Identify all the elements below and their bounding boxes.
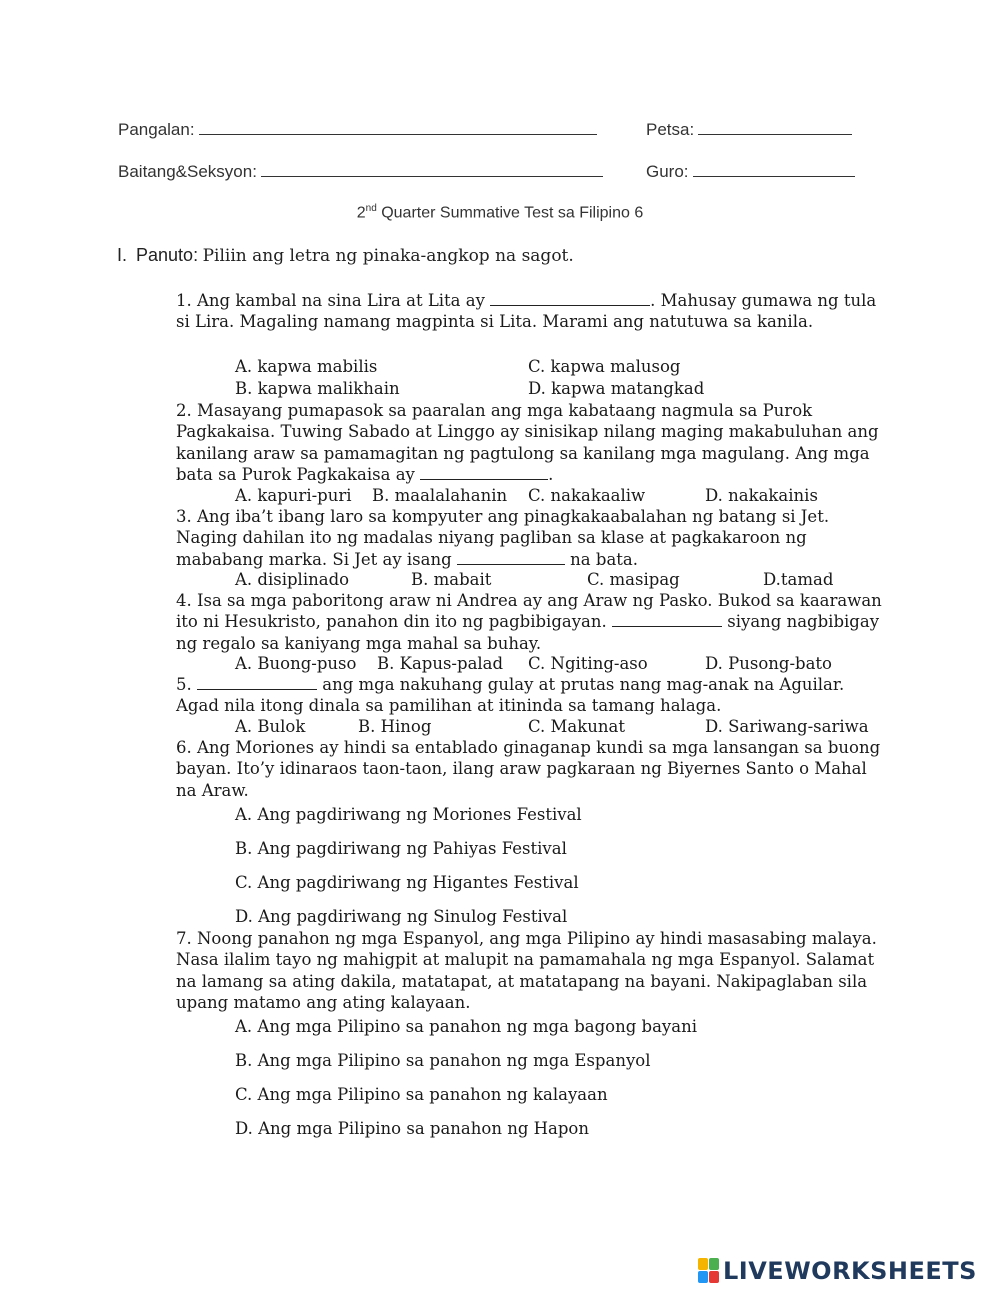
answer-blank[interactable] <box>490 304 650 306</box>
option[interactable]: D. Ang pagdiriwang ng Sinulog Festival <box>235 907 568 926</box>
option[interactable]: D. kapwa matangkad <box>528 379 705 398</box>
answer-blank[interactable] <box>612 625 722 627</box>
option[interactable]: B. Ang mga Pilipino sa panahon ng mga Espanyol <box>235 1051 651 1070</box>
option[interactable]: C. Makunat <box>528 717 625 736</box>
liveworksheets-logo[interactable] <box>698 1254 977 1288</box>
option[interactable]: C. kapwa malusog <box>528 357 681 376</box>
name-line[interactable] <box>199 133 597 135</box>
question-5: 5. ang mga nakuhang gulay at prutas nang mag-anak na Aguilar. Agad nila itong dinala sa pamilihan at itininda sa tamang halaga. <box>176 675 845 716</box>
teacher-line[interactable] <box>693 175 855 177</box>
option[interactable]: A. kapwa mabilis <box>235 357 378 376</box>
option[interactable]: A. Bulok <box>235 717 306 736</box>
teacher-field <box>646 162 855 182</box>
question-7: 7. Noong panahon ng mga Espanyol, ang mga Pilipino ay hindi masasabing malaya. Nasa ilalim tayo ng mahigpit at malupit na pamamahala ng mga Espanyol. Salamat na lamang sa ating dakila, matatapat, at matatapang na bayani. Nakipaglaban sila upang matamo ang ating kalayaan. <box>176 929 877 1013</box>
option[interactable]: C. Ang pagdiriwang ng Higantes Festival <box>235 873 579 892</box>
date-label: Petsa: <box>646 120 695 139</box>
section-line[interactable] <box>261 175 603 177</box>
part-heading <box>117 245 574 266</box>
option[interactable]: C. Ngiting-aso <box>528 654 648 673</box>
part-number: I. <box>117 245 128 265</box>
option[interactable]: C. Ang mga Pilipino sa panahon ng kalayaan <box>235 1085 608 1104</box>
section-field <box>118 162 603 182</box>
question-4: 4. Isa sa mga paboritong araw ni Andrea ay ang Araw ng Pasko. Bukod sa kaarawan ito ni Hesukristo, panahon din ito ng pagbibigayan. siyang nagbibigay ng regalo sa kaniyang mga mahal sa buhay. <box>176 591 882 653</box>
option[interactable]: A. kapuri-puri <box>235 486 352 505</box>
page-title: 2nd Quarter Summative Test sa Filipino 6 <box>356 203 644 222</box>
option[interactable]: D. Sariwang-sariwa <box>705 717 869 736</box>
option[interactable]: B. Ang pagdiriwang ng Pahiyas Festival <box>235 839 567 858</box>
name-label: Pangalan: <box>118 120 195 139</box>
option[interactable]: B. maalalahanin <box>372 486 508 505</box>
name-field <box>118 120 597 140</box>
option[interactable]: C. nakakaaliw <box>528 486 646 505</box>
option[interactable]: D. Ang mga Pilipino sa panahon ng Hapon <box>235 1119 589 1138</box>
logo-text: LIVEWORKSHEETS <box>723 1257 977 1285</box>
option[interactable]: A. Ang pagdiriwang ng Moriones Festival <box>235 805 582 824</box>
question-6: 6. Ang Moriones ay hindi sa entablado ginaganap kundi sa mga lansangan sa buong bayan. Ito’y idinaraos taon-taon, ilang araw pagkaraan ng Biyernes Santo o Mahal na Araw. <box>176 738 881 800</box>
option[interactable]: A. Buong-puso <box>235 654 357 673</box>
option[interactable]: B. mabait <box>411 570 492 589</box>
option[interactable]: A. Ang mga Pilipino sa panahon ng mga bagong bayani <box>235 1017 697 1036</box>
teacher-label: Guro: <box>646 162 689 181</box>
question-2: 2. Masayang pumapasok sa paaralan ang mga kabataang nagmula sa Purok Pagkakaisa. Tuwing Sabado at Linggo ay sinisikap nilang maging makabuluhan ang kanilang araw sa pamamagitan ng pagtulong sa kanilang mga magulang. Ang mga bata sa Purok Pagkakaisa ay . <box>176 401 879 485</box>
option[interactable]: D. Pusong-bato <box>705 654 832 673</box>
logo-mark-icon <box>698 1258 720 1284</box>
question-3: 3. Ang iba’t ibang laro sa kompyuter ang pinagkakaabalahan ng batang si Jet. Naging dahilan ito ng madalas niyang pagliban sa klase at pagkakaroon ng mababang marka. Si Jet ay isang na bata. <box>176 507 830 569</box>
option[interactable]: B. kapwa malikhain <box>235 379 400 398</box>
date-line[interactable] <box>698 133 852 135</box>
answer-blank[interactable] <box>197 688 317 690</box>
option[interactable]: D. nakakainis <box>705 486 818 505</box>
answer-blank[interactable] <box>420 478 548 480</box>
date-field <box>646 120 852 140</box>
option[interactable]: C. masipag <box>587 570 680 589</box>
part-label: Panuto: <box>136 245 199 265</box>
option[interactable]: B. Hinog <box>358 717 432 736</box>
option[interactable]: A. disiplinado <box>235 570 350 589</box>
answer-blank[interactable] <box>457 563 565 565</box>
section-label: Baitang&Seksyon: <box>118 162 257 181</box>
question-1: 1. Ang kambal na sina Lira at Lita ay . Mahusay gumawa ng tula si Lira. Magaling namang magpinta si Lita. Marami ang natutuwa sa kanila. <box>176 291 877 332</box>
option[interactable]: D.tamad <box>763 570 834 589</box>
option[interactable]: B. Kapus-palad <box>377 654 504 673</box>
part-instruction: Piliin ang letra ng pinaka-angkop na sagot. <box>202 246 574 266</box>
